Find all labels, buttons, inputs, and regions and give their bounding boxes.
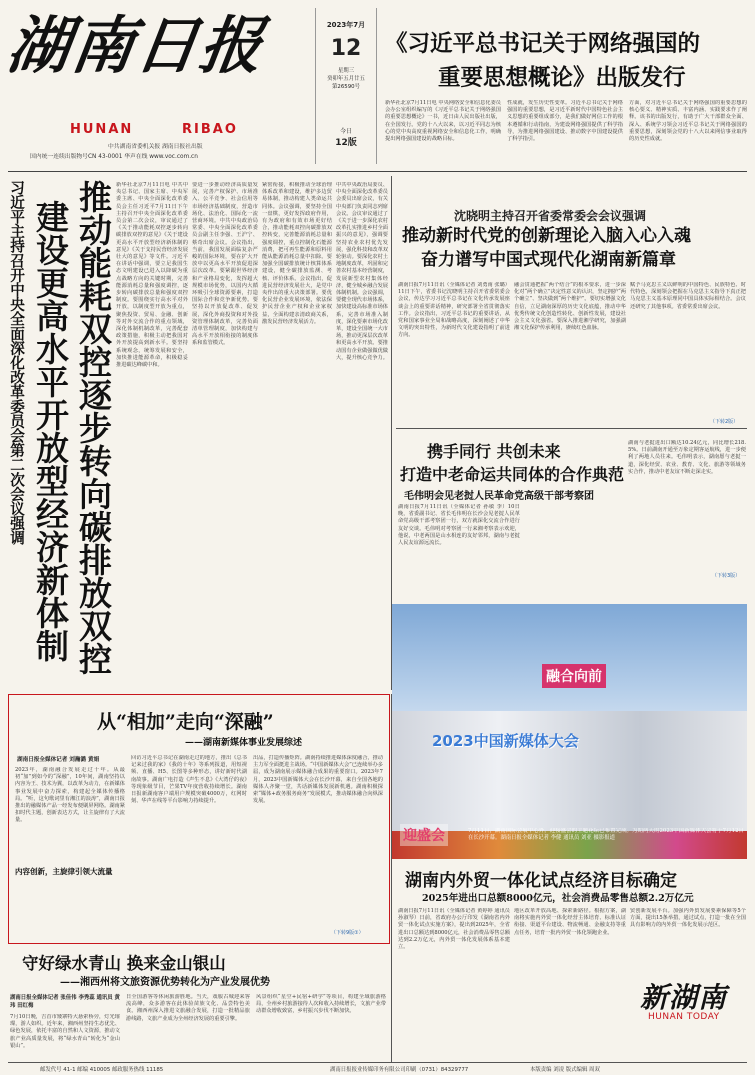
- laos-col-1: 湖南日报7月11日讯（全媒体记者 孙敏 李）10日晚，省委副书记、省长毛伟明在长沙会见老挝人民革命党高级干部考察团一行，双方就深化交流合作进行友好交谈。毛伟明对考察团一行来湘考察表示欢迎，他说，中老两国是山水相连的友好邻邦，湖南与老挝人民友谊源远流长。: [398, 504, 520, 547]
- logo-pinyin-left: HUNAN: [70, 122, 134, 137]
- footer-right: 本版责编 刘凌 版式编辑 周双: [530, 1067, 600, 1073]
- new-media-box: [8, 694, 390, 944]
- masthead: [0, 0, 755, 170]
- laos-subtitle: 毛伟明会见老挝人民革命党高级干部考察团: [404, 491, 594, 502]
- top-story-col-2: 性成就，发生历史性变革。习近平总书记关于网络强国的重要思想，是习近平新时代中国特色社会主义思想的重要组成部分，是我们做好网信工作的根本遵循和行动指南，为建设网络强国提供了科学指导，为推进网络强国建设、推动数字中国建设提供了科学指引。: [507, 100, 623, 143]
- new-media-subtitle: ——湖南新媒体事业发展综述: [185, 738, 303, 748]
- green-col-1: 7月10日晚，吉首市矮寨特大悬索桥旁，灯光璀璨，游人如织。近年来，湘西州坚持生态优先、绿色发展，依托丰富的自然和人文资源，推动文旅产业高质量发展，将“绿水青山”转化为“金山银山”。: [10, 1014, 120, 1049]
- green-subtitle: ——湘西州将文旅资源优势转化为产业发展优势: [60, 977, 270, 988]
- top-story-title-1: 《习近平总书记关于网络强国的: [385, 31, 701, 57]
- date-box: [315, 8, 377, 164]
- page-count: 12版: [335, 138, 357, 148]
- date-day: 12: [330, 36, 362, 61]
- cn-line: 国内统一连续出版物号CN 43-0001 华声在线 www.voc.com.cn: [30, 154, 198, 160]
- today-label: 今日: [339, 128, 352, 135]
- expo-photo: [392, 604, 747, 859]
- laos-continued[interactable]: （下转3版）: [712, 573, 741, 579]
- footer-left: 邮发代号 41-1 邮编 410005 邮政服务热线 11185: [40, 1067, 164, 1073]
- shen-rule: [396, 428, 747, 429]
- shen-title-1: 推动新时代党的创新理论入脑入心入魂: [402, 226, 691, 246]
- weekday: 星期三: [337, 68, 355, 74]
- trade-title: 湖南内外贸一体化试点经济目标确定: [405, 871, 677, 891]
- green-col-3: 风景组织“星空+民宿+研学”等项目，构建全域旅游格局，全州乡村旅游接待人次和收入持续增长，文旅产业带动群众增收致富，乡村振兴步伐不断加快。: [256, 994, 386, 1015]
- new-media-subhead: 内容创新，主旋律引领大流量: [15, 867, 113, 876]
- trade-col-2: 地区改革开放高地、探索新路径。根据方案，湖南将实施内外贸一体化经营主体培育、标准认证衔接、渠道平台建设、物流畅通、金融支持等重点任务，培育一批内外贸一体化领跑企业。: [514, 908, 626, 936]
- green-byline: 湖南日报全媒体记者 张佳伟 李秀蕊 通讯员 黄玮 田红梅: [10, 995, 120, 1009]
- brand-logo-en: HUNAN TODAY: [648, 1012, 720, 1022]
- logo-pinyin-right: RIBAO: [182, 122, 238, 137]
- masthead-rule: [8, 171, 747, 172]
- publisher-line: 中共湖南省委机关报 湖南日报社出版: [108, 144, 203, 150]
- trade-col-1: 湖南日报7月11日讯（全媒体记者 黄婷婷 通讯员 孙淑琴）日前，省政府办公厅印发《湖南省内外贸一体化试点实施方案》，提出到2025年，全省进出口总额达到8000亿元，社会消费品零售总额达到2.2万亿元，内外贸一体化发展体系基本建立。: [398, 908, 510, 951]
- top-story-title-2: 重要思想概论》出版发行: [438, 65, 686, 91]
- new-media-title: 从“相加”走向“深融”: [97, 711, 274, 733]
- green-col-2: 日全国游客等休闲旅游胜地。当天，戏服古城迎来客流高峰，众多游客在此体验苗族文化、品尝特色美食。湘西州深入推进文旅融合发展，打造一批精品旅游线路，文旅产业成为全州经济发展的重要引擎。: [126, 994, 250, 1022]
- laos-col-2: 湖南与老挝进出口额达10.24亿元，同比增长218.5%。日前湖南开通至万象定期客运航线，进一步便利了两地人员往来。毛伟明表示，湖南愿与老挝一道，深化经贸、农业、教育、文化、旅游等领域务实合作，推动中老友谊不断走深走实。: [628, 440, 746, 475]
- new-media-byline: 湖南日报全媒体记者 刘瀚潞 黄娟: [17, 757, 100, 763]
- photo-caption: 7月11日，湖南国际会展中心外，迎接盛会的主题花坛已布置完成。为期两天的2023中国新媒体大会将于7月12日在长沙开幕。湖南日报全媒体记者 李健 通讯员 刘亚 摄影报道: [468, 828, 744, 842]
- shen-title-2: 奋力谱写中国式现代化湖南新篇章: [421, 250, 676, 270]
- logo: 湖南日报: [2, 9, 270, 82]
- new-media-col-1-a: 2023年，湖南融合发展走过十年。从最初“加”到如今的“深融”，10年间，湖南坚持以内容为王、技术为翼，以改革为动力，在新媒体事业发展中奋力探索，构建起全媒体传播格局。“听，这句歌词里有湘江的浪涛”，湖南日报推出的融媒体产品一经发布便刷屏网络。湖南紧扣时代主题，创新表达方式，让主旋律有了大流量。: [15, 767, 125, 824]
- top-story-col-1: 新华社北京7月11日电 中央网络安全和信息化委员会办公室组织编写的《习近平总书记关于网络强国的重要思想概论》一书，近日由人民出版社出版，在全国发行。党的十八大以来，以习近平同志为核心的党中央高度重视网络安全和信息化工作，明确提出网络强国建设的战略目标。: [385, 100, 501, 143]
- trade-subtitle: 2025年进出口总额8000亿元，社会消费品零售总额2.2万亿元: [422, 893, 694, 904]
- shen-col-2: 融会贯通把握“两个结合”的根本要求，进一步深化对“两个确立”决定性意义的认识，坚定拥护“两个确立”、坚决做到“两个维护”。要切实增强文化自信，立足湖南深厚的历史文化底蕴，推动中华优秀传统文化创造性转化、创新性发展，建设社会主义文化强省。要深入推进湘学研究，加强湖湘文化保护传承利用，赓续红色血脉。: [514, 282, 626, 332]
- green-title: 守好绿水青山 换来金山银山: [22, 954, 226, 973]
- lead-col-2: 要进一步推动经济高质量发展，完善产权保护、市场准入、公平竞争、社会信用等市场经济基础制度，营造市场化、法治化、国际化一流营商环境。中共中央政治局常委、中央全面深化改革委员会副主任李强、王沪宁、蔡奇出席会议。会议指出，当前，我国发展面临复杂严峻的国际环境，要在扩大开放中以更高水平开放促进深层次改革。要紧跟世界经济和产业格局变化，发挥超大规模市场优势，以国内大循环吸引全球资源要素，打造国际合作和竞争新优势。要坚持以开放促改革、促发展，深化外商投资和对外投资管理体制改革，完善负面清单管理制度，加快构建与高水平开放相衔接的制度体系和监管模式。: [192, 182, 258, 347]
- lead-title-2: 建设更高水平开放型经济新体制: [31, 200, 70, 662]
- lead-col-3: 紧密衔接，积极推动全球治理体系改革和建设，维护多边贸易体制，推动构建人类命运共同体。会议强调，要坚持全国一盘棋，更好发挥政府作用，有为政府和有效市场更好结合，推动能耗双控向碳排放双控转变，完善能源消耗总量和强度调控，重点控制化石能源消费，把可再生能源和原料用能从能源消耗总量中扣除。要加强全国碳排放统计核算体系建设，健全碳排放监测、考核、评价体系。会议指出，促进民营经济发展壮大，是党中央作出的重大决策部署。要优化民营企业发展环境，依法保护民营企业产权和企业家权益，全面构建亲清政商关系，激发民营经济发展活力。: [262, 182, 332, 325]
- lead-col-1: 新华社北京7月11日电 中共中央总书记、国家主席、中央军委主席、中央全面深化改革委员会主任习近平7月11日下午主持召开中央全面深化改革委员会第二次会议，审议通过了《关于推动能耗双控逐步转向碳排放双控的意见》《关于建设更高水平开放型经济新体制的意见》《关于支持民营经济发展壮大的意见》等文件。习近平在讲话中强调，要立足我国生态文明建设已进入以降碳为重点战略方向的关键时期，完善能源消耗总量和强度调控，逐步转向碳排放总量和强度双控制度。要围绕实行高水平对外开放，以制度型开放为重点，聚焦投资、贸易、金融、创新等对外交流合作的重点领域，深化体制机制改革，完善配套政策措施，积极主动把我国对外开放提高到新水平。要坚持系统观念，统筹发展和安全，加快推进能源革命，积极稳妥推进碳达峰碳中和。: [116, 182, 188, 369]
- new-media-continued[interactable]: （下转9版①）: [331, 930, 364, 936]
- new-media-col-3: 出品，打造传播矩阵。湖南持续推进媒体深度融合，推动主力军全面挺进主战场。“中国新媒体大会”已连续举办多届，成为湖南展示媒体融合成果的重要窗口。2023年7月，2023中国新媒体大会在长沙开幕，来自全国各地的媒体人齐聚一堂，共话新媒体发展新机遇。湖南积极探索“媒体+政务服务商务”发展模式，推动媒体融合向纵深发展。: [253, 755, 383, 805]
- lead-col-4: 中共中央政治局委员、中央全面深化改革委员会委员出席会议，有关中央部门负责同志列席会议。会议审议通过了《关于进一步深化农村改革扎实推进乡村全面振兴的意见》，强调要坚持农业农村优先发展，强化科技和改革双轮驱动。要深化农村土地制度改革，巩固和完善农村基本经营制度，发展新型农村集体经济，健全城乡融合发展体制机制。会议强调，要健全现代市场体系，加快建设高标准市场体系，完善市场准入制度，深化要素市场化改革，建设全国统一大市场，推动更深层次改革和更高水平开放。要推动国有企业做强做优做大，提升核心竞争力。: [336, 182, 388, 361]
- shen-continued[interactable]: （下转2版）: [710, 419, 739, 425]
- shen-col-3: 赋予马克思主义以鲜明的中国特色、民族特色、时代特色，深刻领会把握在马克思主义指导下真正把马克思主义基本原理同中国具体实际相结合。会议还研究了其他事项。省委常委出席会议。: [630, 282, 746, 310]
- footer-center: 湖南日报报业传媒印务有限公司印刷（0731）84329777: [330, 1067, 469, 1073]
- footer-rule: [8, 1062, 747, 1063]
- laos-title-1: 携手同行 共创未来: [427, 442, 561, 461]
- shen-col-1: 湖南日报7月11日讯（全媒体记者 刘勇南 张璐）11日下午，省委书记沈晓明主持召开省委常委会会议，传达学习习近平总书记在文化传承发展座谈会上的重要讲话精神，研究部署全省贯彻落实工作。会议指出，习近平总书记的重要讲话，从党和国家事业全局和战略高度，深刻阐述了中华文明的突出特性，为新时代文化建设指明了前进方向。: [398, 282, 510, 339]
- date-year-month: 2023年7月: [326, 21, 366, 29]
- lunar-date: 癸卯年五月廿五: [327, 76, 365, 82]
- issue-number: 第26590号: [332, 84, 360, 90]
- shen-kicker: 沈晓明主持召开省委常委会会议强调: [454, 209, 647, 223]
- photo-banner-side: 迎盛会: [400, 824, 448, 846]
- top-story-col-3: 方面，对习近平总书记关于网络强国的重要思想的核心要义、精神实质、丰富内涵、实践要求作了阐释。该书的出版发行，有助于广大干部群众全面、深入、系统学习领会习近平总书记关于网络强国的重要思想，深刻领会党的十八大以来网信事业取得的历史性成就。: [629, 100, 747, 143]
- photo-banner-top: 融合向前: [542, 664, 606, 688]
- trade-col-3: 贸创新发展平台。加强内外贸发展要素保障等5个方面，提出15条举措，通过试点，打造一批在全国具有影响力的内外贸一体化发展示范区。: [630, 908, 746, 929]
- new-media-col-2: 回访习近平总书记在湖南走过的地方，推出《总书记来过我的家》《我的十年》等系列报道，用短视频、直播、H5、长图等多种形态，讲好新时代湖南故事。湖南广电打造《声生不息》《大湾仔的夜》等现象级节目，芒果TV年度营收持续增长。湖南日报新湖南客户端用户规模突破4000万，红网时刻、华声在线等平台影响力持续提升。: [131, 755, 247, 805]
- lead-title-1: 推动能耗双控逐步转向碳排放双控: [74, 180, 113, 675]
- lead-kicker: 习近平主持召开中央全面深化改革委员会第二次会议强调: [8, 180, 25, 545]
- laos-title-2: 打造中老命运共同体的合作典范: [400, 465, 625, 484]
- photo-banner-main: 2023中国新媒体大会: [432, 732, 579, 750]
- bottom-divider: [391, 694, 392, 1062]
- brand-logo: 新湖南: [640, 981, 728, 1014]
